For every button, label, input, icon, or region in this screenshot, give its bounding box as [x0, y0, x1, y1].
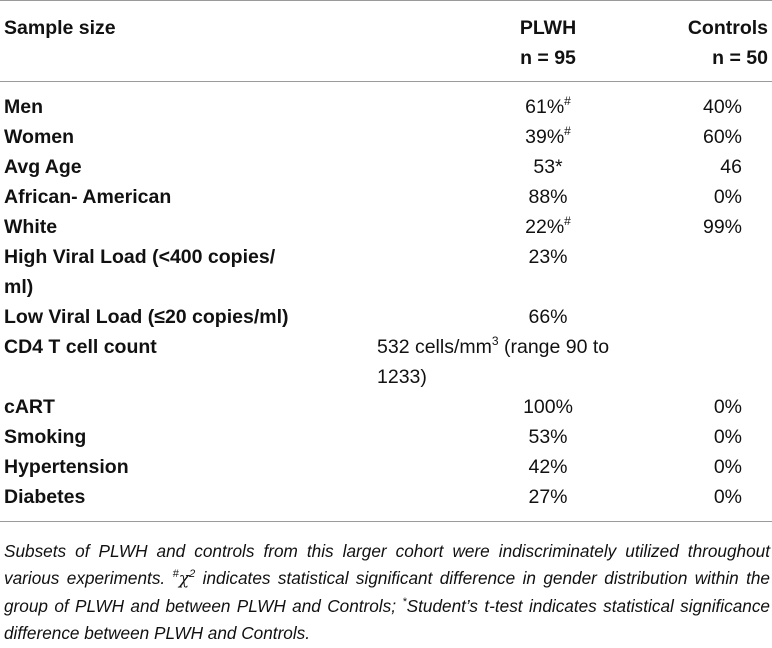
- controls-value: 46: [720, 156, 742, 178]
- header-sample-size: Sample size: [4, 17, 116, 39]
- plwh-value-text: 61%: [525, 96, 565, 118]
- header-plwh-title: PLWH: [519, 17, 577, 39]
- table-row-hypertension: [0, 452, 772, 482]
- table-row-diabetes: [0, 482, 772, 522]
- header-controls-title: Controls: [687, 17, 768, 39]
- significance-mark: #: [564, 124, 571, 138]
- header-plwh: [368, 1, 638, 82]
- plwh-value: 42%: [528, 456, 568, 478]
- footnote-text-2: indicates statistical significant difference in gender distribution within the group of PLWH and between PLWH and Controls;: [4, 568, 770, 616]
- header-controls: [638, 1, 772, 82]
- plwh-value: 53*: [533, 156, 563, 178]
- table-row-avg-age: [0, 152, 772, 182]
- plwh-value-line1: [377, 332, 772, 362]
- row-label: [0, 242, 368, 302]
- bottom-rule: [0, 522, 772, 523]
- row-label: CD4 T cell count: [4, 336, 157, 358]
- footnote-text-3: Student’s t-test indicates statistical significance difference between PLWH and Controls.: [4, 596, 770, 643]
- controls-value: 60%: [702, 126, 742, 148]
- plwh-value: [368, 82, 638, 122]
- plwh-value: 66%: [528, 306, 568, 328]
- controls-value: 0%: [713, 456, 742, 478]
- plwh-value-range: (range 90 to: [498, 336, 610, 358]
- row-label: Avg Age: [4, 156, 82, 178]
- table-row-low-viral-load: [0, 302, 772, 332]
- row-label: cART: [4, 396, 55, 418]
- unit-exponent: 3: [491, 334, 499, 348]
- row-label: Hypertension: [4, 456, 129, 478]
- row-label: Men: [4, 96, 43, 118]
- significance-mark: #: [564, 94, 571, 108]
- table-row-men: [0, 82, 772, 122]
- table-row-high-viral-load: [0, 242, 772, 302]
- controls-value: [638, 302, 772, 332]
- plwh-value-text: 39%: [525, 126, 565, 148]
- controls-value: 40%: [702, 96, 742, 118]
- plwh-value: 100%: [523, 396, 573, 418]
- row-label: White: [4, 216, 58, 238]
- controls-value: 0%: [713, 396, 742, 418]
- header-controls-n: n = 50: [712, 47, 768, 69]
- header-row: [0, 1, 772, 82]
- plwh-value: [368, 212, 638, 242]
- chi-symbol: χ: [178, 569, 190, 589]
- plwh-value: [368, 332, 772, 392]
- table-row-cart: [0, 392, 772, 422]
- table-row-white: [0, 212, 772, 242]
- table-footnote: [4, 538, 770, 647]
- plwh-value: 27%: [528, 486, 568, 508]
- row-label: African- American: [4, 186, 172, 208]
- row-label: Smoking: [4, 426, 87, 448]
- plwh-value-text: 22%: [525, 216, 565, 238]
- footnote-text-1: Subsets of PLWH and controls from this larger cohort were indiscriminately utilized throughout various experiments.: [4, 541, 770, 588]
- controls-value: 0%: [713, 426, 742, 448]
- footnote-hash-mark: #: [172, 568, 179, 580]
- plwh-value-line2: 1233): [377, 366, 427, 388]
- table-row-cd4-count: [0, 332, 772, 392]
- controls-value: 0%: [713, 186, 742, 208]
- footnote-star-mark: *: [402, 596, 407, 608]
- plwh-value: 23%: [528, 246, 568, 268]
- table-row-smoking: [0, 422, 772, 452]
- row-label: Diabetes: [4, 486, 86, 508]
- plwh-value: 53%: [528, 426, 568, 448]
- plwh-value-text: 532 cells/mm: [377, 336, 492, 358]
- table-row-women: [0, 122, 772, 152]
- row-label-line2: ml): [4, 276, 34, 298]
- row-label: Low Viral Load (≤20 copies/ml): [4, 306, 289, 328]
- chi-exponent: 2: [189, 568, 196, 580]
- row-label: Women: [4, 126, 75, 148]
- header-plwh-n: n = 95: [520, 47, 576, 69]
- plwh-value: 88%: [528, 186, 568, 208]
- controls-value: [638, 242, 772, 302]
- significance-mark: #: [564, 214, 571, 228]
- row-label-line1: High Viral Load (<400 copies/: [4, 246, 276, 268]
- table-row-african-american: [0, 182, 772, 212]
- controls-value: 0%: [713, 486, 742, 508]
- plwh-value: [368, 122, 638, 152]
- controls-value: 99%: [702, 216, 742, 238]
